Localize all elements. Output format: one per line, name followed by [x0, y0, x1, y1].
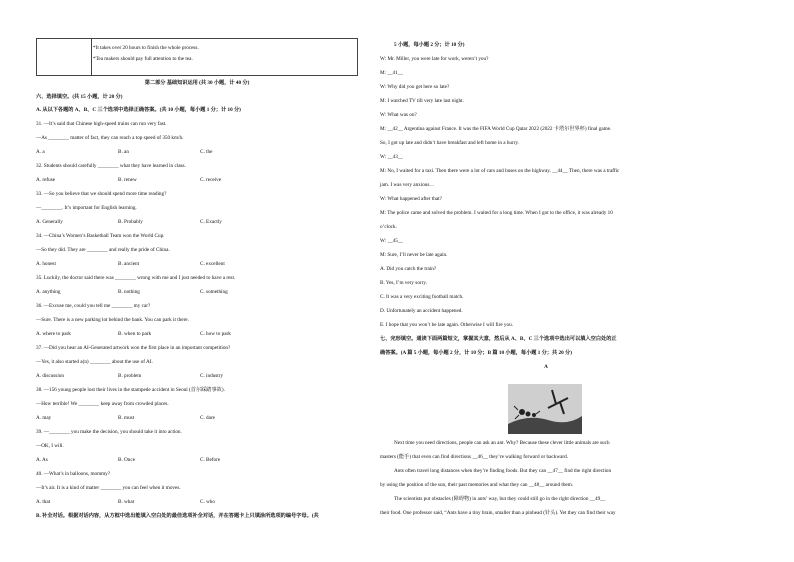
- content-table: [36, 38, 358, 76]
- section7-title-line2: 确答案。(A 篇 5 小题，每小题 2 分，计 10 分；B 篇 10 小题，每小题 1 分；共 20 分): [380, 350, 572, 356]
- question-35: 35. Luckily, the doctor said there was ________ wrong with me and I just needed to have a rest.: [36, 275, 236, 281]
- question-34: 34. —China’s Women’s Basketball Team won the World Cup.: [36, 233, 165, 239]
- choice-item: C. It was a very exciting football match.: [380, 294, 464, 300]
- option-b: B. when to park: [118, 331, 152, 337]
- dialog-line: So, I got up late and didn’t have breakfast and left home in a hurry.: [380, 140, 520, 146]
- dialog-line: W: __43__: [380, 154, 404, 160]
- option-a: A. Generally: [36, 219, 63, 225]
- option-a: A. discussion: [36, 373, 64, 379]
- option-a: A. may: [36, 415, 52, 421]
- option-a: A. where to park: [36, 331, 71, 337]
- option-c: C. industry: [200, 373, 224, 379]
- question-33: 33. —So you believe that we should spend more time reading?: [36, 191, 167, 197]
- question-38-line2: —How terrible! We ________ keep away from crowded places.: [36, 401, 169, 407]
- question-34-line2: —So they did. They are ________ and really the pride of China.: [36, 247, 170, 253]
- question-37-line2: —Yes, it also started a(n) ________ about the use of AI.: [36, 359, 153, 365]
- option-b: B. Probably: [118, 219, 143, 225]
- question-32: 32. Students should carefully ________ what they have learned in class.: [36, 163, 186, 169]
- dialog-line: M: I watched TV till very late last night.: [380, 98, 464, 104]
- dialog-line: M: No, I waited for a taxi. Then there were a lot of cars and buses on the highway. __44__ Then, there was a traffic: [380, 168, 620, 174]
- option-c: C. Exactly: [200, 219, 222, 225]
- option-c: C. Before: [200, 457, 221, 463]
- table-row: *Tea makers should pay full attention to the tea.: [93, 56, 193, 62]
- option-a: A. As: [36, 457, 48, 463]
- ant-image-svg: [508, 384, 582, 434]
- option-a: A. honest: [36, 261, 56, 267]
- question-38: 38. —156 young people lost their lives in the stampede accident in Seoul (首尔踩踏事故).: [36, 387, 225, 393]
- question-36: 36. —Excuse me, could you tell me ________ my car?: [36, 303, 151, 309]
- dialog-line: M: __42__ Argentina against France. It was the FIFA World Cup Qatar 2022 (2022 卡塔尔世界杯) final game.: [380, 126, 612, 132]
- choice-item: B. Yes, I’m very sorry.: [380, 280, 427, 286]
- passage-line: Next time you need directions, people can ask an ant. Why? Because these clever little animals are such: [394, 440, 610, 446]
- option-c: C. excellent: [200, 261, 225, 267]
- sectionA-title: A. 从以下各题的 A、B、C 三个选项中选择正确答案。(共 10 小题，每小题 1 分；计 10 分): [36, 107, 241, 113]
- option-b: B. what: [118, 499, 135, 505]
- option-c: C. how to park: [200, 331, 231, 337]
- dialog-line: M: __41__: [380, 70, 403, 76]
- ant-illustration: [508, 384, 582, 434]
- question-40: 40. —What’s in balloons, mommy?: [36, 471, 111, 477]
- section7-title: 七、完形填空。通读下面两篇短文，掌握其大意，然后从 A、B、C 三个选项中选出可以填入空白处的正: [380, 336, 617, 342]
- dialog-line: W: What happened after that?: [380, 196, 442, 202]
- passage-line: Ants often travel long distances when they’re finding foods. But they can __47__ find the right direction: [394, 468, 612, 474]
- passage-label: A: [544, 364, 548, 370]
- option-b: B. problem: [118, 373, 142, 379]
- option-b: B. must: [118, 415, 135, 421]
- table-row: *It takes over 20 hours to finish the whole process.: [93, 45, 199, 51]
- dialog-line: M: The police came and solved the problem. I waited for a long time. When I got to the office, it was already 10: [380, 210, 613, 216]
- sectionB-title-continued: 5 小题，每小题 2 分；计 10 分): [394, 42, 465, 48]
- option-c: C. who: [200, 499, 215, 505]
- table-empty-cell: [37, 39, 92, 75]
- option-b: B. renew: [118, 177, 137, 183]
- option-c: C. something: [200, 289, 228, 295]
- option-b: B. nothing: [118, 289, 140, 295]
- option-b: B. an: [118, 149, 129, 155]
- dialog-line: W: __45__: [380, 238, 404, 244]
- part2-title: 第二部分 基础知识运用 (共 30 小题，计 40 分): [144, 80, 250, 86]
- dialog-line: jam. I was very anxious…: [380, 182, 435, 188]
- option-c: C. the: [200, 149, 213, 155]
- passage-line: The scientists put obstacles (障碍物) in ants’ way, but they could still go in the right direction __49__: [394, 496, 606, 502]
- passage-line: masters (能手) that even can find directions __46__ they’re walking forward or backward.: [380, 454, 568, 460]
- question-39-line2: —OK, I will.: [36, 443, 64, 449]
- question-37: 37. —Did you hear an AI-Generated artwork won the first place in an important competition?: [36, 345, 231, 351]
- choice-item: E. I hope that you won’t be late again. Otherwise I will fire you.: [380, 322, 514, 328]
- option-a: A. that: [36, 499, 51, 505]
- dialog-line: W: What was on?: [380, 112, 417, 118]
- choice-item: A. Did you catch the train?: [380, 266, 437, 272]
- option-a: A. anything: [36, 289, 61, 295]
- table-cell: [93, 43, 199, 65]
- dialog-line: o’clock.: [380, 224, 397, 230]
- dialog-line: W: Why did you get here so late?: [380, 84, 450, 90]
- passage-line: by using the position of the sun, their past memories and what they can __48__ around them.: [380, 482, 574, 488]
- question-33-line2: —________. It’s important for English learning.: [36, 205, 137, 211]
- question-31: 31. —It’s said that Chinese high-speed trains can run very fast.: [36, 121, 167, 127]
- question-36-line2: —Sure. There is a new parking lot behind the bank. You can park it there.: [36, 317, 189, 323]
- question-39: 39. —________ you make the decision, you should take it into action.: [36, 429, 182, 435]
- question-40-line2: —It’s air. It is a kind of matter ________ you can feel when it moves.: [36, 485, 181, 491]
- question-31-line2: —As ________ matter of fact, they can reach a top speed of 350 km/h.: [36, 135, 184, 141]
- option-c: C. dare: [200, 415, 215, 421]
- option-a: A. refuse: [36, 177, 56, 183]
- option-a: A. a: [36, 149, 45, 155]
- dialog-line: M: Sure, I’ll never be late again.: [380, 252, 448, 258]
- section6-title: 六、选择填空。(共 15 小题，计 20 分): [36, 94, 123, 100]
- option-b: B. Once: [118, 457, 135, 463]
- choice-item: D. Unfortunately an accident happened.: [380, 308, 463, 314]
- option-b: B. ancient: [118, 261, 140, 267]
- sectionB-title: B. 补全对话。根据对话内容，从方框中选出能填入空白处的最佳选项补全对话，并在答题卡上只填涂所选项的编号字母。(共: [36, 513, 319, 519]
- passage-line: their food. One professor said, “Ants have a tiny brain, smaller than a pinhead (针头). Yet they can find their way: [380, 510, 616, 516]
- dialog-line: W: Mr. Miller, you were late for work, weren’t you?: [380, 56, 489, 62]
- option-c: C. receive: [200, 177, 222, 183]
